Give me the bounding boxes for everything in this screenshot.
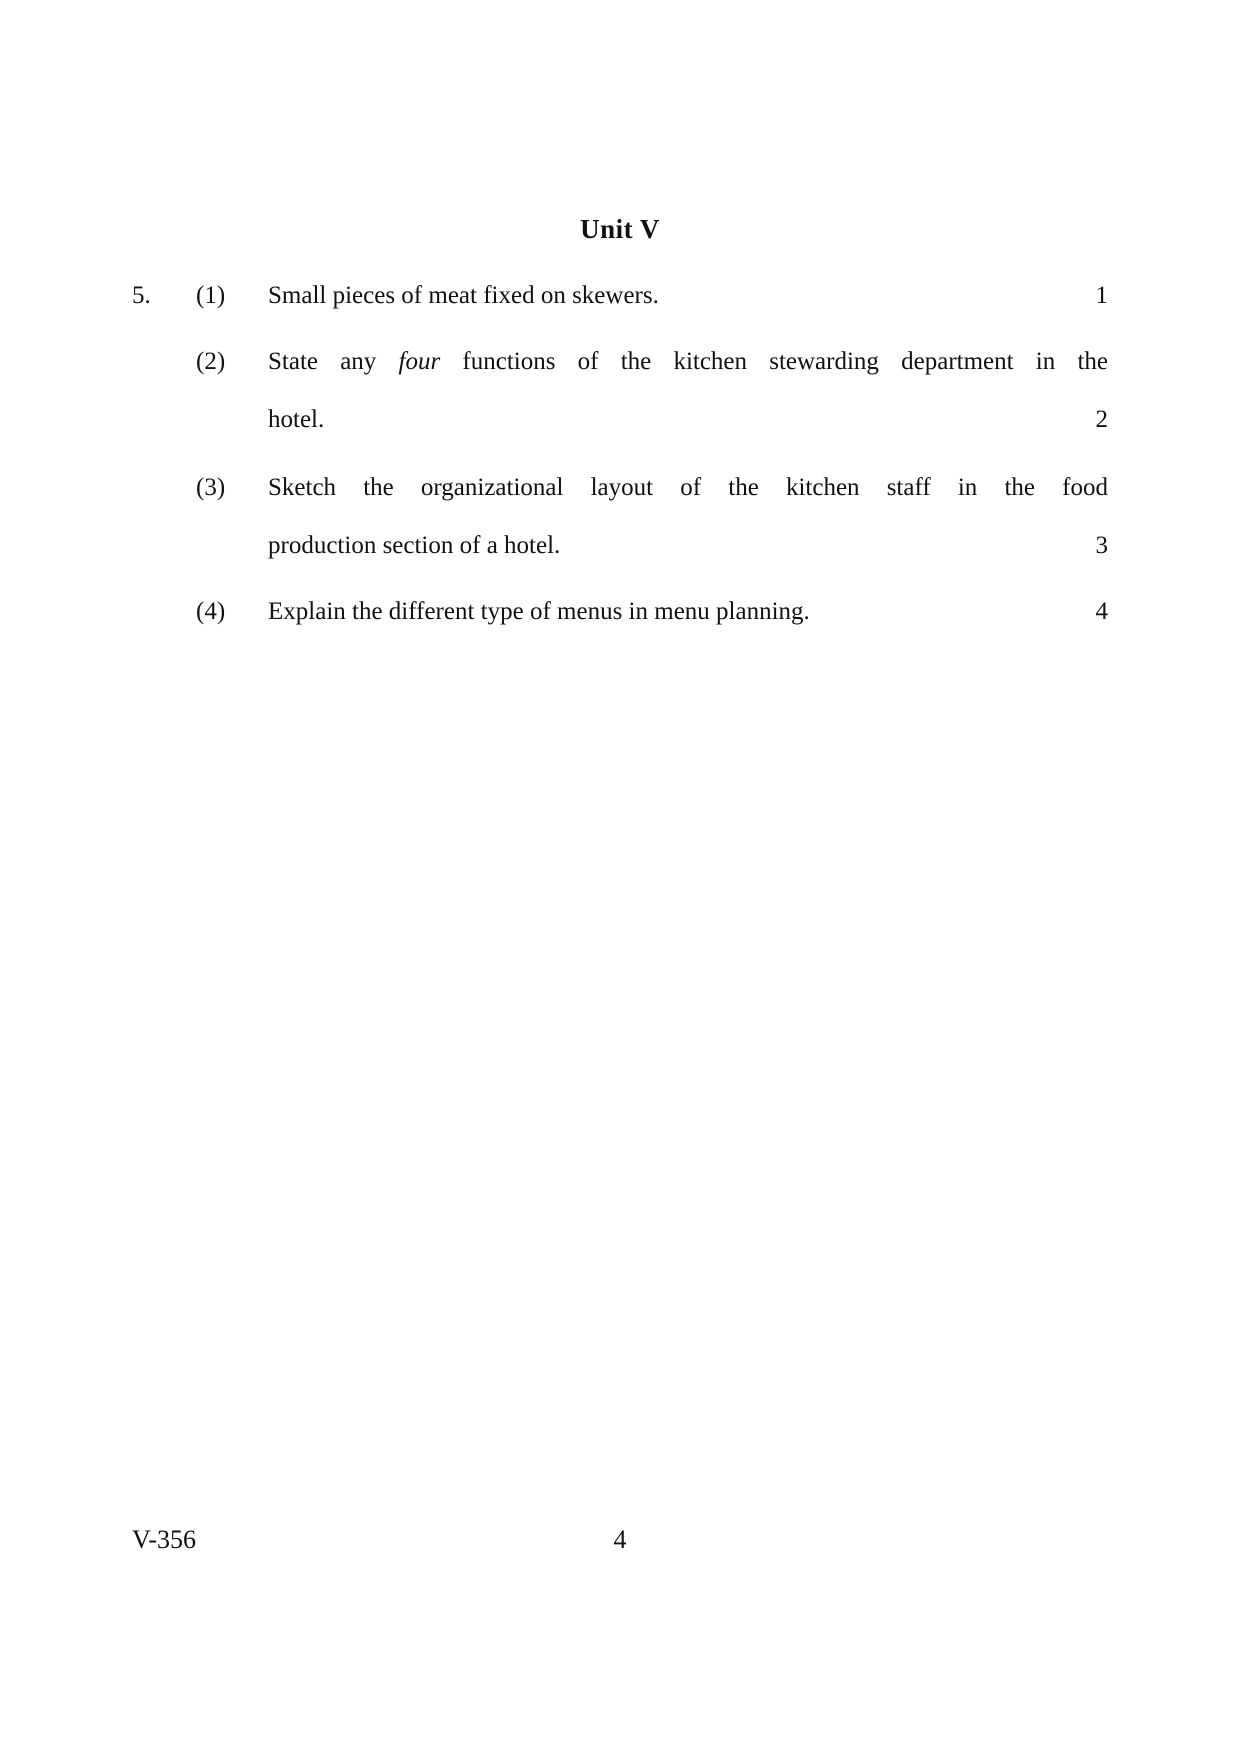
word: functions xyxy=(462,348,556,375)
word: of xyxy=(680,474,702,501)
word: kitchen xyxy=(785,474,860,501)
word: in xyxy=(957,474,978,501)
sub-question-label: (3) xyxy=(196,474,226,501)
word: staff xyxy=(886,474,931,501)
marks: 3 xyxy=(1095,532,1108,559)
word: organizational xyxy=(420,474,564,501)
sub-question-text: Explain the different type of menus in menu planning. xyxy=(268,598,810,625)
word: department xyxy=(901,348,1014,375)
word: the xyxy=(1004,474,1035,501)
marks: 1 xyxy=(1095,282,1108,309)
emphasized-word: four xyxy=(398,348,441,375)
word: the xyxy=(1077,348,1108,375)
word: any xyxy=(340,348,377,375)
word: stewarding xyxy=(769,348,879,375)
word: the xyxy=(620,348,652,375)
sub-question-text-line2: hotel. xyxy=(268,406,325,433)
question-number: 5. xyxy=(132,282,151,309)
word: layout xyxy=(590,474,654,501)
sub-question-label: (1) xyxy=(196,282,226,309)
word: the xyxy=(728,474,759,501)
word: the xyxy=(363,474,394,501)
sub-question-text: Small pieces of meat fixed on skewers. xyxy=(268,282,659,309)
sub-question-text-line1 xyxy=(268,348,1108,376)
page-number: 4 xyxy=(613,1525,627,1554)
word: in xyxy=(1035,348,1056,375)
paper-code: V-356 xyxy=(132,1525,197,1554)
word: food xyxy=(1062,474,1108,501)
word: of xyxy=(577,348,599,375)
sub-question-label: (2) xyxy=(196,348,226,375)
marks: 2 xyxy=(1095,406,1108,433)
word: Sketch xyxy=(268,474,337,501)
sub-question-label: (4) xyxy=(196,598,226,625)
sub-question-text-line2: production section of a hotel. xyxy=(268,532,561,559)
word: kitchen xyxy=(673,348,748,375)
sub-question-text-line1 xyxy=(268,474,1108,502)
marks: 4 xyxy=(1095,598,1108,625)
word: State xyxy=(268,348,318,375)
unit-heading: Unit V xyxy=(580,214,660,244)
